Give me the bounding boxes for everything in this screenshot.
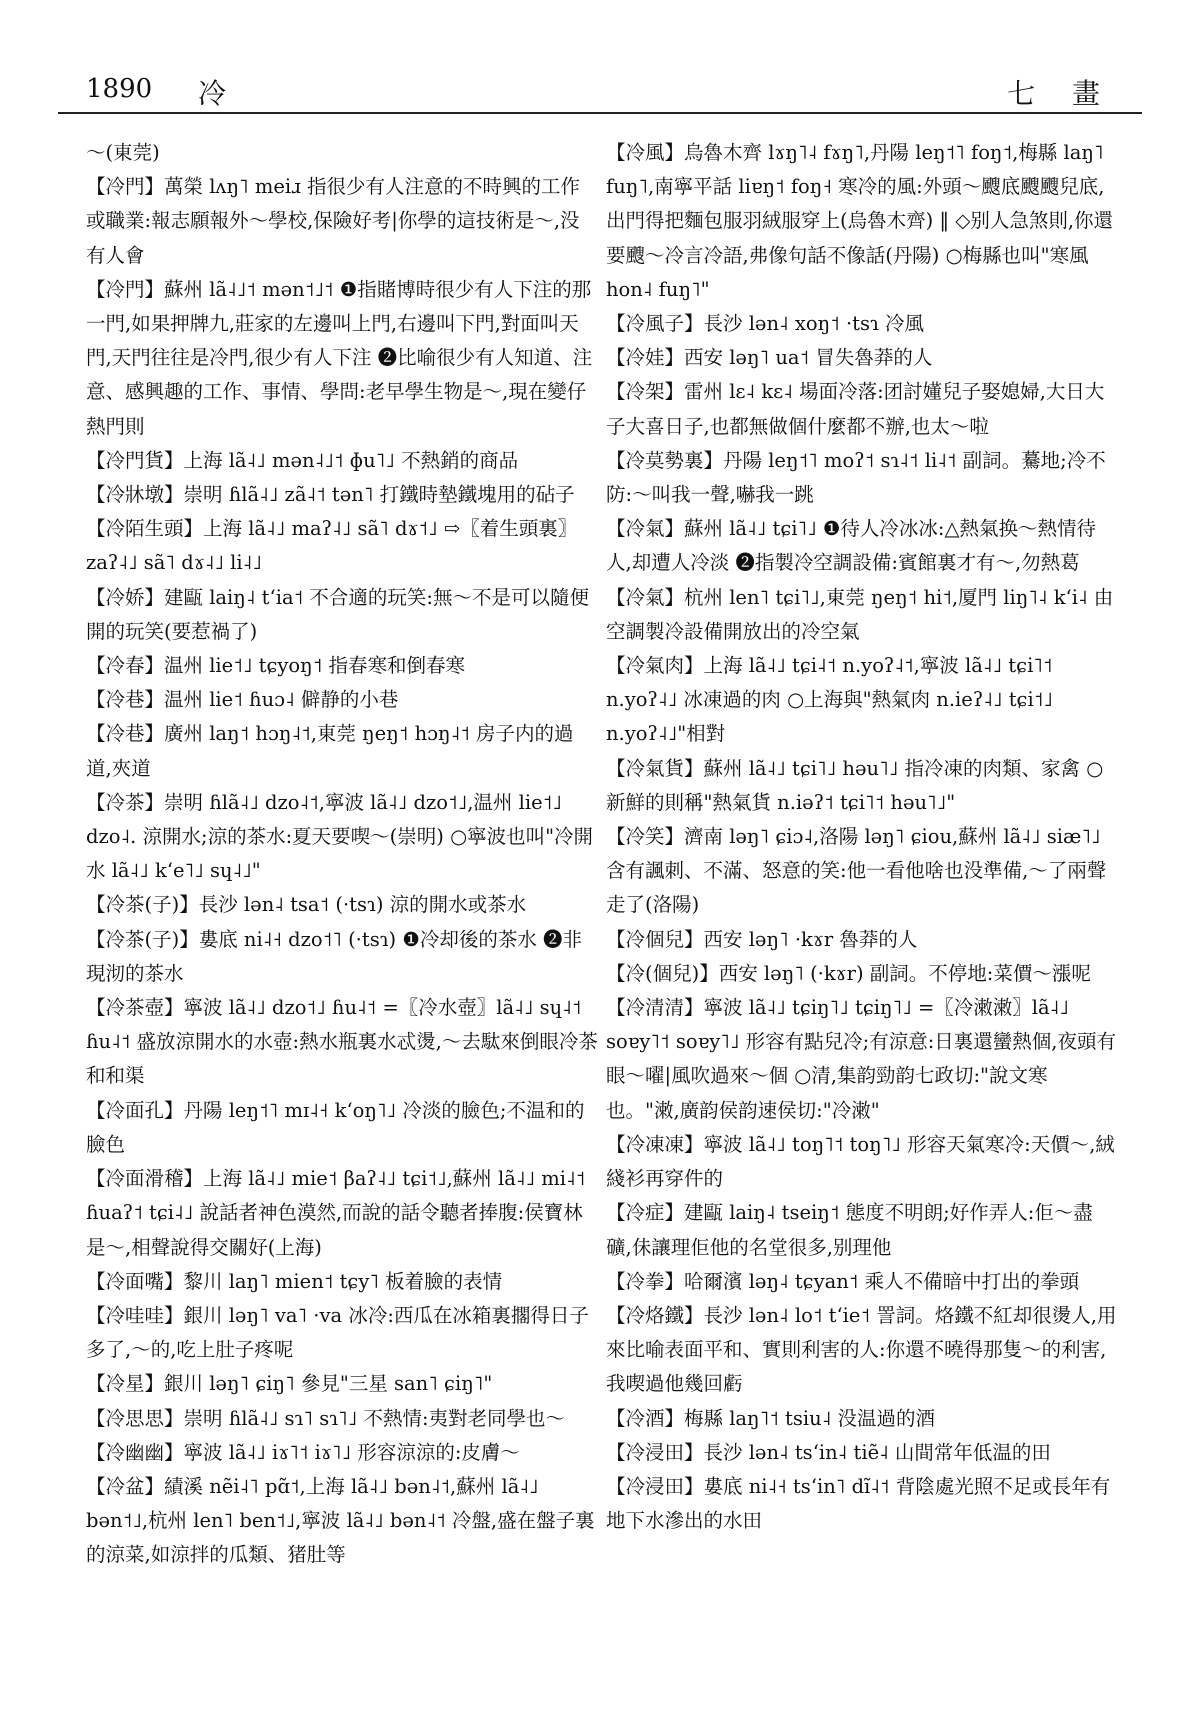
dictionary-entry: 【冷門】蘇州 lã˨˩˦ mən˦˩˦ ❶指賭博時很少有人下注的那一門,如果押牌九,莊家的左邊叫上門,右邊叫下門,對面叫天門,天門往往是冷門,很少有人下注 ❷比喻很少有人知道、注意、感興趣的工作、事情、學問:老早學生物是～,現在變仔熱門則 [86, 277, 593, 438]
dictionary-entry: 【冷風子】長沙 lən˨ xoŋ˦ ·tsɿ 冷風 [606, 312, 925, 336]
dictionary-entry: 【冷巷】廣州 laŋ˦ hɔŋ˨˦,東莞 ŋeŋ˦ hɔŋ˨˦ 房子内的過道,夾道 [86, 722, 574, 780]
dictionary-entry: 【冷(個兒)】西安 ləŋ˥ (·kɤr) 副詞。不停地:菜價～漲呢 [606, 961, 1091, 985]
dictionary-entry: 【冷門】萬榮 lʌŋ˥ meiɹ 指很少有人注意的不時興的工作或職業:報志願報外～學校,保險好考|你學的這技術是～,没有人會 [86, 175, 581, 267]
dictionary-entry: 【冷茶壺】寧波 lã˨˩ dzo˦˩ ɦu˨˦ =〖冷水壺〗lã˨˩ sɥ˨˦ ɦu˨˦ 盛放涼開水的水壺:熱水瓶裏水忒燙,～去駄來倒眼冷茶和和渠 [86, 996, 598, 1088]
dictionary-entry: 【冷哇哇】銀川 ləŋ˥ va˥ ·va 冰冷:西瓜在冰箱裏擱得日子多了,～的,吃上肚子疼呢 [86, 1303, 589, 1362]
dictionary-entry: 【冷烙鐵】長沙 lən˨ lo˦ tʻie˦ 詈詞。烙鐵不紅却很燙人,用來比喻表面平和、實則利害的人:你還不曉得那隻～的利害,我喫過他幾回虧 [606, 1303, 1117, 1396]
left-column [86, 136, 598, 1573]
dictionary-entry: 【冷氣肉】上海 lã˨˩ tɕi˨˦ n.yoʔ˨˦,寧波 lã˨˩ tɕi˥˦ n.yoʔ˨˩ 冰凍過的肉 ○上海與"熱氣肉 n.ieʔ˨˩ tɕi˦˩ n.yoʔ˨˩"相對 [606, 654, 1053, 746]
section-title: 七 畫 [1007, 77, 1114, 110]
dictionary-entry: 【冷浸田】長沙 lən˨ tsʻin˨ tiẽ˨ 山間常年低温的田 [606, 1440, 1051, 1464]
dictionary-entry: ～(東莞) [86, 141, 160, 164]
dictionary-entry: 【冷陌生頭】上海 lã˨˩ maʔ˨˩ sã˥ dɤ˦˩ ⇨〖着生頭裏〗zaʔ˨˩ sã˥ dɤ˨˩ li˨˩ [86, 517, 578, 575]
dictionary-entry: 【冷娃】西安 ləŋ˥ ua˦ 冒失魯莽的人 [606, 346, 933, 370]
dictionary-entry: 【冷拳】哈爾濱 ləŋ˨ tɕyan˦ 乘人不備暗中打出的拳頭 [606, 1269, 1080, 1293]
dictionary-entry: 【冷思思】崇明 ɦlã˨˩ sɿ˥ sɿ˥˩ 不熱情:夷對老同學也～ [86, 1406, 566, 1430]
dictionary-entry: 【冷莫勢裏】丹陽 leŋ˦˥ moʔ˦ sɿ˨˦ li˨˦ 副詞。驀地;冷不防:～叫我一聲,嚇我一跳 [606, 448, 1106, 507]
dictionary-entry: 【冷面孔】丹陽 leŋ˦˥ mɪ˨˧ kʻoŋ˥˩ 冷淡的臉色;不温和的臉色 [86, 1098, 585, 1156]
dictionary-entry: 【冷氣】蘇州 lã˨˩ tɕi˥˩ ❶待人冷冰冰:△熱氣换～熱情待人,却遭人冷淡 ❷指製冷空調設備:賓館裏才有～,勿熱葛 [606, 517, 1096, 575]
dictionary-entry: 【冷個兒】西安 ləŋ˥ ·kɤr 魯莽的人 [606, 927, 918, 951]
dictionary-entry: 【冷茶(子)】婁底 ni˨˧ dzo˦˥ (·tsɿ) ❶冷却後的茶水 ❷非現沏的茶水 [86, 927, 583, 985]
dictionary-entry: 【冷清清】寧波 lã˨˩ tɕiŋ˥˩ tɕiŋ˥˩ =〖冷潄潄〗lã˨˩ soɐy˥˦ soɐy˥˩ 形容有點兒冷;有涼意:日裏還蠻熱個,夜頭有眼～嚁|風吹過來～個 ○清,集韵勁韵七政切:"說文寒也。"潄,廣韵侯韵速侯切:"冷潄" [606, 996, 1116, 1122]
head-character: 冷 [198, 77, 227, 110]
page-header [58, 72, 1142, 114]
dictionary-entry: 【冷氣貨】蘇州 lã˨˩ tɕi˥˩ həu˥˩ 指冷凍的肉類、家禽 ○新鮮的則稱"熱氣貨 n.iəʔ˦ tɕi˥˦ həu˥˩" [606, 756, 1104, 814]
dictionary-entry: 【冷幽幽】寧波 lã˨˩ iɤ˥˦ iɤ˥˩ 形容涼涼的:皮膚～ [86, 1440, 520, 1464]
dictionary-entry: 【冷門貨】上海 lã˨˩ mən˨˩˦ ɸu˥˩ 不熱銷的商品 [86, 448, 519, 472]
dictionary-entry: 【冷凍凍】寧波 lã˨˩ toŋ˥˦ toŋ˥˩ 形容天氣寒冷:天價～,絨綫衫再穿件的 [606, 1132, 1115, 1191]
dictionary-entry: 【冷笑】濟南 ləŋ˥ ɕiɔ˨,洛陽 ləŋ˥ ɕiou,蘇州 lã˨˩ siæ˥˩ 含有諷刺、不滿、怒意的笑:他一看他啥也没準備,～了兩聲走了(洛陽) [606, 825, 1107, 917]
dictionary-entry: 【冷茶】崇明 ɦlã˨˩ dzo˨˦,寧波 lã˨˩ dzo˦˩,温州 lie˦˩ dzo˨. 涼開水;涼的茶水:夏天要喫～(崇明) ○寧波也叫"冷開水 lã˨˩ kʻe˥˩ sɥ˨˩" [86, 790, 594, 883]
dictionary-entry: 【冷氣】杭州 len˥ tɕi˥˩,東莞 ŋeŋ˦ hi˦,厦門 liŋ˥˨ kʻi˨ 由空調製冷設備開放出的冷空氣 [606, 585, 1114, 643]
dictionary-entry: 【冷酒】梅縣 laŋ˥˦ tsiu˨ 没温過的酒 [606, 1406, 936, 1430]
dictionary-entry: 【冷架】雷州 lɛ˨ kɛ˨ 場面冷落:团討嬞兒子娶媳婦,大日大子大喜日子,也都無做個什麼都不辦,也太～啦 [606, 380, 1105, 438]
dictionary-entry: 【冷症】建甌 laiŋ˨ tseiŋ˦ 態度不明朗;好作弄人:佢～盡礦,佅讓理佢他的名堂很多,别理他 [606, 1201, 1093, 1259]
dictionary-entry: 【冷面嘴】黎川 laŋ˥ mien˦ tɕy˥ 板着臉的表情 [86, 1269, 503, 1293]
dictionary-entry: 【冷娇】建甌 laiŋ˨ tʻia˦ 不合適的玩笑:無～不是可以隨便開的玩笑(要惹禍了) [86, 585, 589, 643]
dictionary-entry: 【冷星】銀川 ləŋ˥ ɕiŋ˥ 參見"三星 san˥ ɕiŋ˥" [86, 1372, 493, 1396]
right-column [606, 136, 1118, 1538]
dictionary-entry: 【冷茶(子)】長沙 lən˨ tsa˦ (·tsɿ) 涼的開水或茶水 [86, 893, 527, 917]
dictionary-entry: 【冷巷】温州 lie˦ ɦuɔ˨ 僻静的小巷 [86, 688, 399, 712]
dictionary-entry: 【冷盆】績溪 nẽi˨˥ pɑ̃˦,上海 lã˨˩ bən˨˦,蘇州 lã˨˩ bən˦˩,杭州 len˥ ben˦˩,寧波 lã˨˩ bən˨˦ 冷盤,盛在盤子裏的涼菜,如涼拌的瓜類、猪肚等 [86, 1474, 595, 1567]
page-number: 1890 [86, 74, 153, 104]
dictionary-entry: 【冷春】温州 lie˦˩ tɕyoŋ˦ 指春寒和倒春寒 [86, 654, 466, 678]
dictionary-entry: 【冷風】烏魯木齊 lɤŋ˥˨ fɤŋ˥,丹陽 leŋ˦˥ foŋ˦,梅縣 laŋ˥ fuŋ˥,南寧平話 liɐŋ˦ foŋ˧ 寒冷的風:外頭～颼底颼颼兒底,出門得把麵包服羽絨服穿上(烏魯木齊) ‖ ◇别人急煞則,你還要颼～冷言冷語,弗像句話不像話(丹陽) ○梅縣也叫"寒風 hon˨ fuŋ˥" [606, 141, 1114, 301]
dictionary-entry: 【冷牀墩】崇明 ɦlã˨˩ zã˨˦ tən˥ 打鐵時墊鐵塊用的砧子 [86, 483, 575, 507]
dictionary-entry: 【冷面滑稽】上海 lã˨˩ mie˦ βaʔ˨˩ tɕi˦˩,蘇州 lã˨˩ mi˨˦ ɦuaʔ˦ tɕi˨˩ 說話者神色漠然,而說的話令聽者捧腹:侯寶林是～,相聲說得交關好(上海) [86, 1167, 586, 1259]
dictionary-entry: 【冷浸田】婁底 ni˨˧ tsʻin˥ dĩ˨˦ 背陰處光照不足或長年有地下水滲出的水田 [606, 1474, 1111, 1533]
